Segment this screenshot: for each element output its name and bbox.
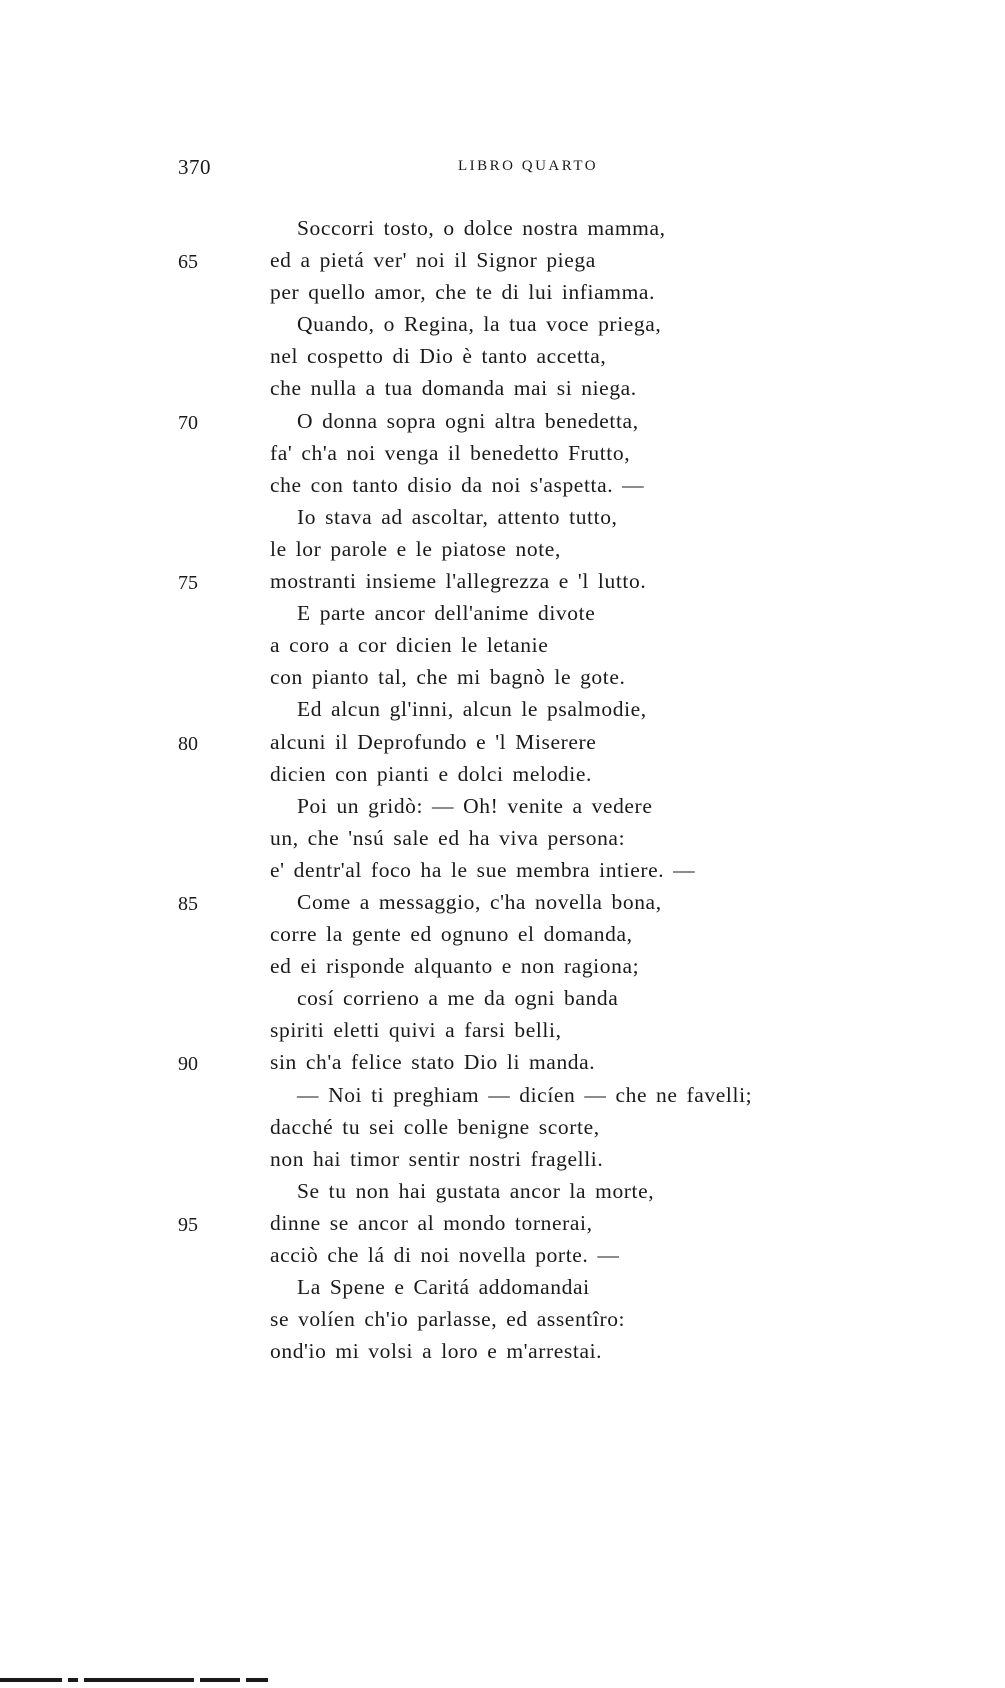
verse-text: Soccorri tosto, o dolce nostra mamma,: [297, 216, 666, 240]
verse-text: Come a messaggio, c'ha novella bona,: [297, 889, 662, 914]
verse-text: spiriti eletti quivi a farsi belli,: [270, 1018, 562, 1043]
verse-line: [0, 886, 1005, 918]
page-number: 370: [178, 155, 211, 179]
verse-text: le lor parole e le piatose note,: [270, 536, 561, 561]
verse-line: [0, 501, 1005, 533]
verse-line: [0, 533, 1005, 565]
verse-text: Se tu non hai gustata ancor la morte,: [297, 1178, 655, 1203]
line-number: 85: [178, 892, 198, 915]
verse-text: Quando, o Regina, la tua voce priega,: [297, 312, 662, 337]
verse-line: [0, 212, 1005, 244]
verse-line: [0, 1175, 1005, 1207]
verse-text: ed a pietá ver' noi il Signor piega: [270, 248, 596, 273]
verse-text: dacché tu sei colle benigne scorte,: [270, 1114, 600, 1139]
verse-line: [0, 1239, 1005, 1271]
verse-line: [0, 1079, 1005, 1111]
verse-text: dinne se ancor al mondo tornerai,: [270, 1210, 593, 1235]
verse-line: [0, 790, 1005, 822]
verse-text: O donna sopra ogni altra benedetta,: [297, 408, 639, 433]
line-number: 65: [178, 251, 198, 274]
scan-edge-marks: [0, 1678, 268, 1682]
verse-text: La Spene e Caritá addomandai: [297, 1275, 590, 1300]
verse-line: [0, 1143, 1005, 1175]
running-head: LIBRO QUARTO: [458, 158, 599, 174]
verse-line: [0, 372, 1005, 404]
verse-text: un, che 'nsú sale ed ha viva persona:: [270, 825, 626, 850]
verse-line: [0, 1271, 1005, 1303]
verse-line: [0, 340, 1005, 372]
verse-text: Poi un gridò: — Oh! venite a vedere: [297, 793, 653, 818]
verse-line: [0, 597, 1005, 629]
verse-text: ond'io mi volsi a loro e m'arrestai.: [270, 1339, 603, 1364]
verse-line: [0, 693, 1005, 725]
verse-line: [0, 661, 1005, 693]
verse-line: [0, 1014, 1005, 1046]
verse-line: [0, 982, 1005, 1014]
verse-line: [0, 565, 1005, 597]
verse-line: [0, 822, 1005, 854]
line-number: 80: [178, 732, 198, 755]
verse-text: sin ch'a felice stato Dio li manda.: [270, 1050, 596, 1075]
verse-text: — Noi ti preghiam — dicíen — che ne favelli;: [297, 1082, 753, 1107]
verse-text: Ed alcun gl'inni, alcun le psalmodie,: [297, 697, 647, 722]
verse-line: [0, 244, 1005, 276]
verse-text: cosí corrieno a me da ogni banda: [297, 986, 619, 1011]
verse-text: acciò che lá di noi novella porte. —: [270, 1243, 620, 1267]
verse-line: [0, 405, 1005, 437]
verse-line: [0, 437, 1005, 469]
verse-text: che con tanto disio da noi s'aspetta. —: [270, 472, 645, 497]
verse-text: per quello amor, che te di lui infiamma.: [270, 280, 656, 305]
verse-line: [0, 469, 1005, 501]
verse-text: fa' ch'a noi venga il benedetto Frutto,: [270, 440, 631, 465]
verse-line: [0, 1046, 1005, 1078]
verse-line: [0, 1207, 1005, 1239]
line-number: 75: [178, 572, 198, 595]
verse-text: se volíen ch'io parlasse, ed assentîro:: [270, 1307, 626, 1332]
verse-line: [0, 629, 1005, 661]
line-number: 95: [178, 1213, 198, 1236]
verse-line: [0, 918, 1005, 950]
line-number: 90: [178, 1053, 198, 1076]
verse-text: a coro a cor dicien le letanie: [270, 633, 549, 658]
page-header: [178, 155, 738, 185]
verse-text: e' dentr'al foco ha le sue membra intiere. —: [270, 857, 696, 882]
line-number: 70: [178, 411, 198, 434]
verse-line: [0, 854, 1005, 886]
verse-text: che nulla a tua domanda mai si niega.: [270, 376, 637, 401]
verse-line: [0, 276, 1005, 308]
poem-verses: [0, 212, 1005, 1367]
verse-line: [0, 1111, 1005, 1143]
verse-line: [0, 726, 1005, 758]
verse-text: con pianto tal, che mi bagnò le gote.: [270, 665, 626, 690]
verse-line: [0, 950, 1005, 982]
verse-text: dicien con pianti e dolci melodie.: [270, 761, 592, 786]
verse-line: [0, 758, 1005, 790]
verse-line: [0, 308, 1005, 340]
verse-text: corre la gente ed ognuno el domanda,: [270, 922, 633, 947]
verse-text: Io stava ad ascoltar, attento tutto,: [297, 504, 618, 529]
verse-text: alcuni il Deprofundo e 'l Miserere: [270, 729, 597, 754]
verse-line: [0, 1335, 1005, 1367]
verse-text: E parte ancor dell'anime divote: [297, 601, 596, 626]
verse-line: [0, 1303, 1005, 1335]
verse-text: ed ei risponde alquanto e non ragiona;: [270, 954, 640, 979]
verse-text: non hai timor sentir nostri fragelli.: [270, 1146, 604, 1171]
verse-text: nel cospetto di Dio è tanto accetta,: [270, 344, 607, 369]
verse-text: mostranti insieme l'allegrezza e 'l lutto.: [270, 569, 647, 594]
